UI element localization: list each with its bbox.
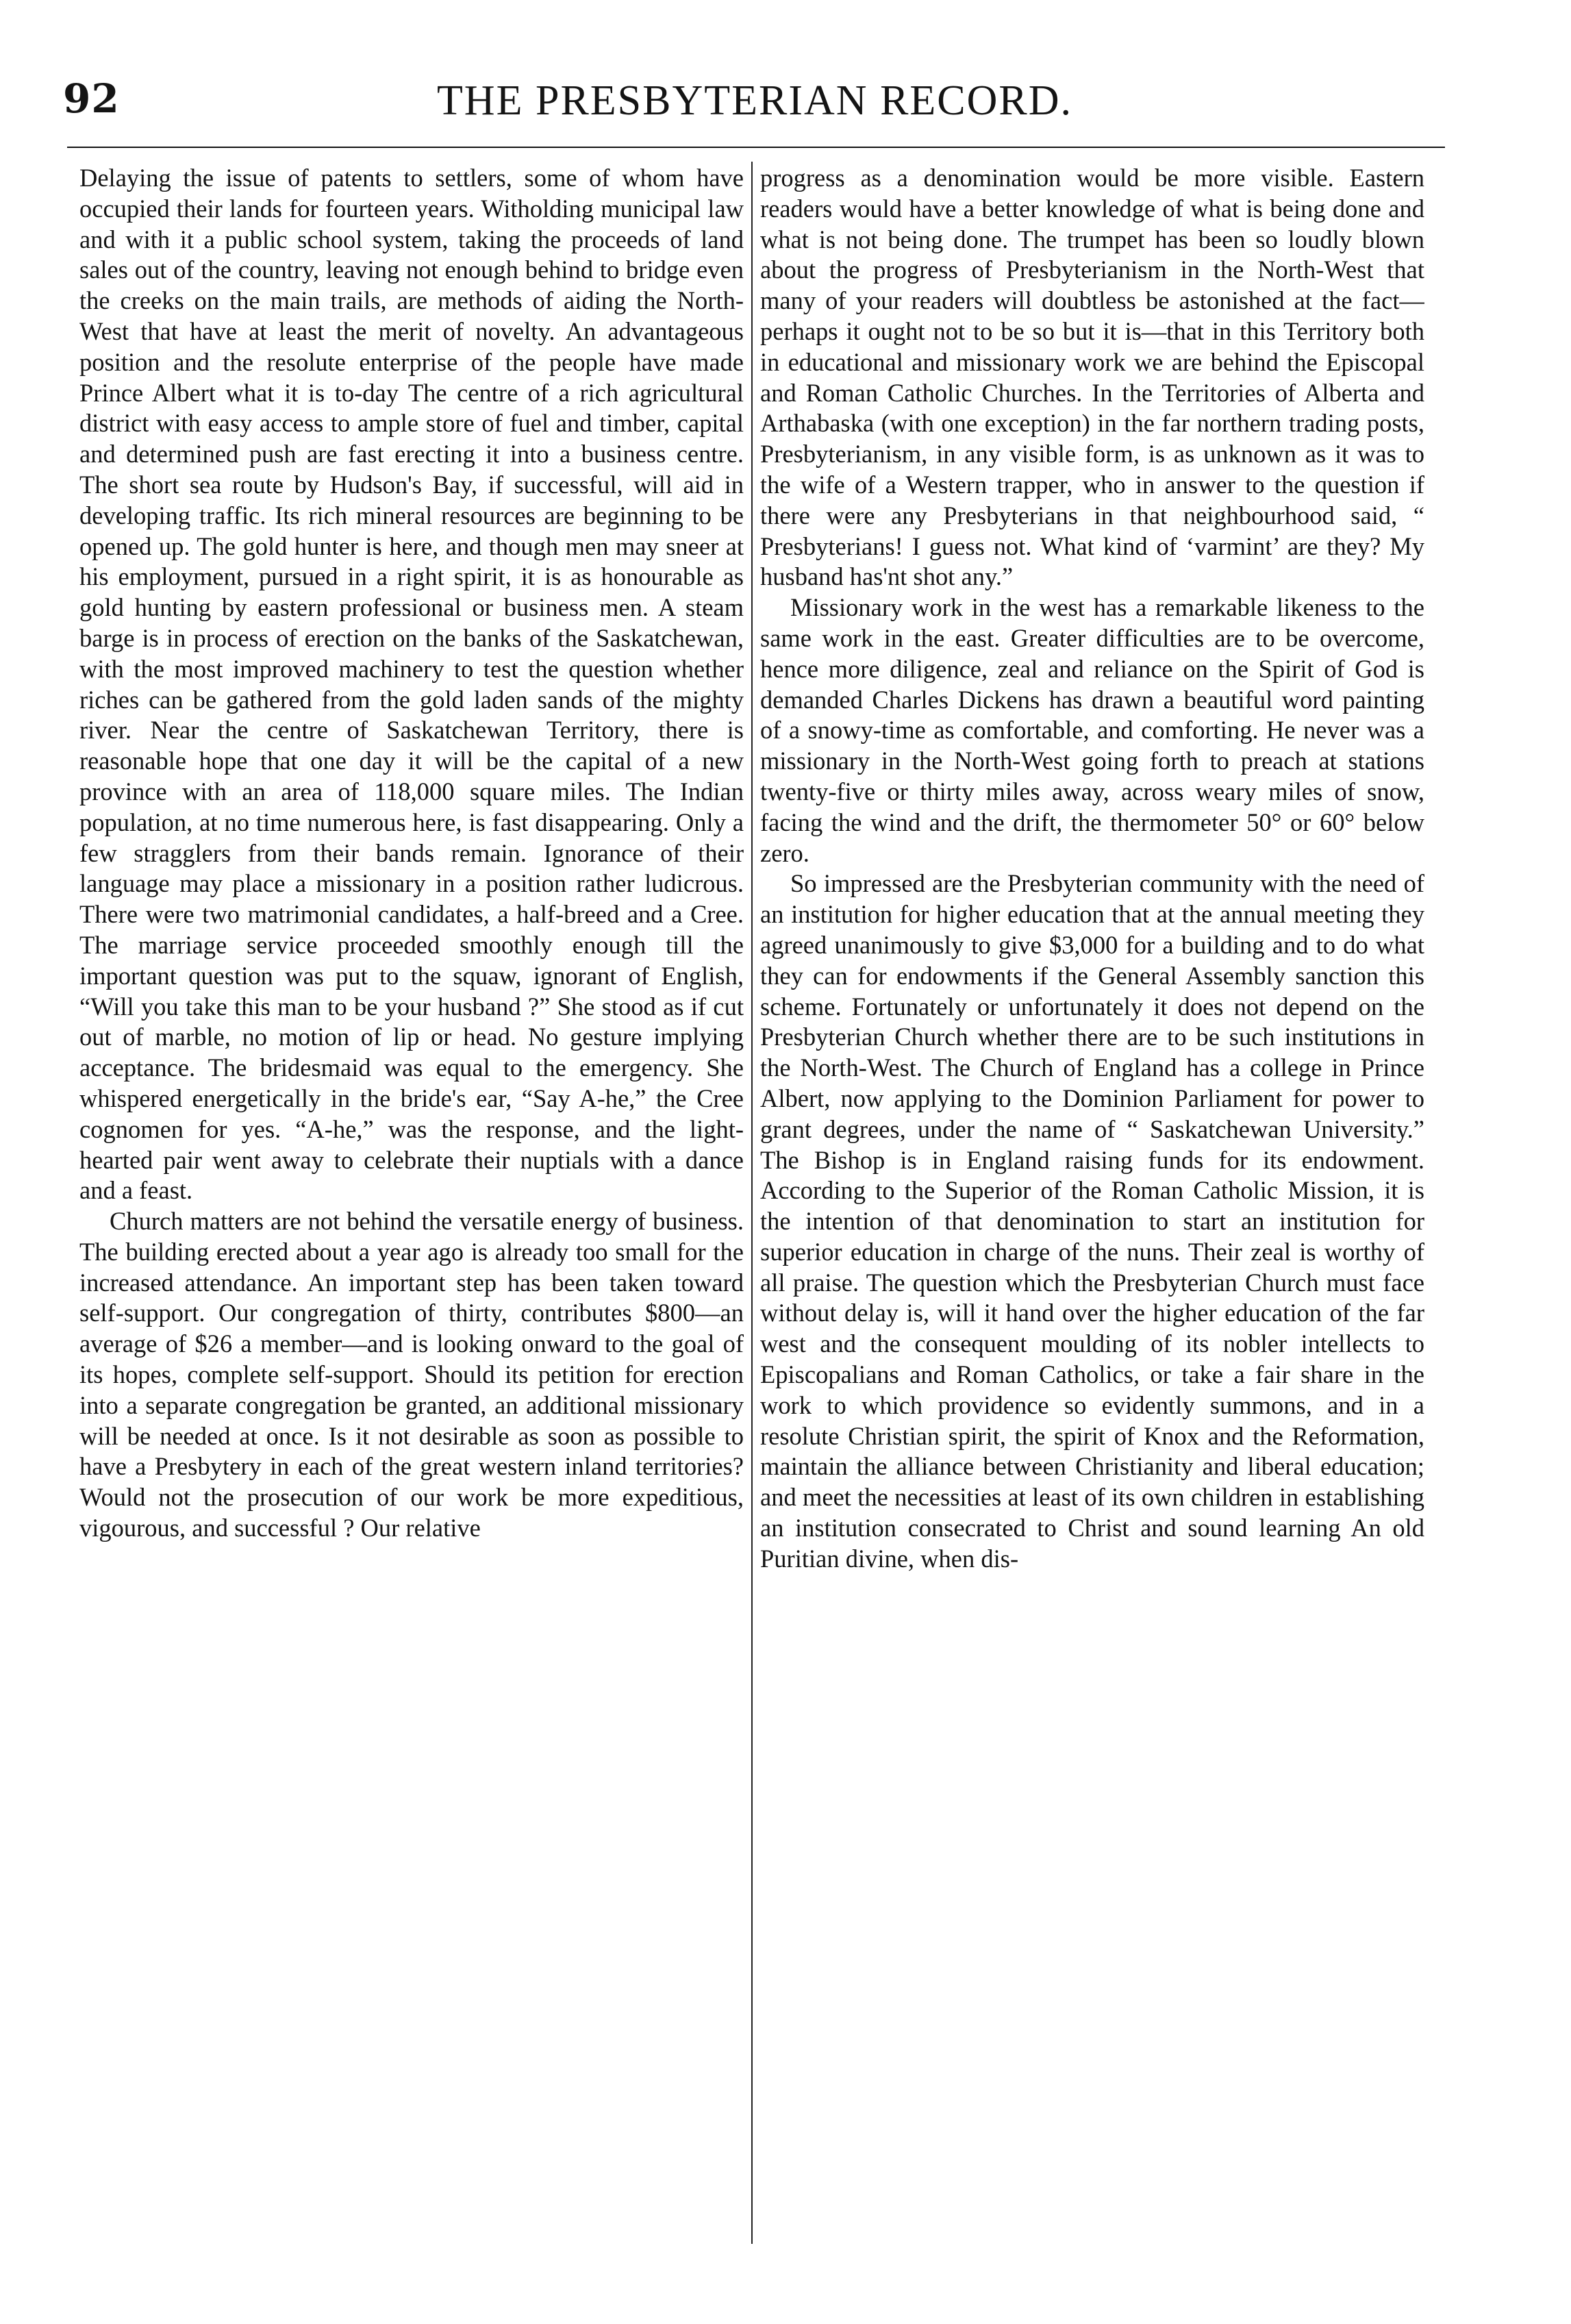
page-number: 92 bbox=[63, 75, 120, 122]
page-header bbox=[63, 68, 1446, 134]
left-paragraph-2: Church matters are not behind the versatile energy of business. The building erected about a year ago is already too small for the increased attendance. An important step has been taken toward self-support. Our congregation of thirty, contributes $800—an average of $26 a member—and is looking onward to the goal of its hopes, complete self-support. Should its petition for erection into a separate congregation be granted, an additional missionary will be needed at once. Is it not desirable as soon as possible to have a Presbytery in each of the great western inland territories? Would not the prosecution of our work be more expeditious, vigourous, and successful ? Our relative bbox=[79, 1207, 744, 1542]
column-divider bbox=[751, 162, 753, 2244]
publication-title: THE PRESBYTERIAN RECORD. bbox=[436, 77, 1073, 124]
right-column bbox=[760, 163, 1424, 2245]
left-column bbox=[79, 163, 744, 2245]
right-paragraph-2: Missionary work in the west has a remarkable likeness to the same work in the east. Greater difficulties are to be overcome, hence more diligence, zeal and reliance on the Spirit of God is demanded Charles Dickens has drawn a beautiful word painting of a snowy-time as comfortable, and comforting. He never was a missionary in the North-West going forth to preach at stations twenty-five or thirty miles away, across weary miles of snow, facing the wind and the drift, the thermometer 50° or 60° below zero. bbox=[760, 593, 1424, 867]
right-paragraph-1: progress as a denomination would be more visible. Eastern readers would have a better knowledge of what is being done and what is not being done. The trumpet has been so loudly blown about the progress of Presbyterianism in the North-West that many of your readers will doubtless be astonished at the fact—perhaps it ought not to be so but it is—that in this Territory both in educational and missionary work we are behind the Episcopal and Roman Catholic Churches. In the Territories of Alberta and Arthabaska (with one exception) in the far northern trading posts, Presbyterianism, in any visible form, is as unknown as it was to the wife of a Western trapper, who in answer to the question if there were any Presbyterians in that neighbourhood said, “ Presbyterians! I guess not. What kind of ‘varmint’ are they? My husband has'nt shot any.” bbox=[760, 164, 1424, 591]
header-rule bbox=[67, 147, 1445, 148]
right-paragraph-3: So impressed are the Presbyterian community with the need of an institution for higher education that at the annual meeting they agreed unanimously to give $3,000 for a building and to do what they can for endowments if the General Assembly sanction this scheme. Fortunately or unfortunately it does not depend on the Presbyterian Church whether there are to be such institutions in the North-West. The Church of England has a college in Prince Albert, now applying to the Dominion Parliament for power to grant degrees, under the name of “ Saskatchewan University.” The Bishop is in England raising funds for its endowment. According to the Superior of the Roman Catholic Mission, it is the intention of that denomination to start an institution for superior education in charge of the nuns. Their zeal is worthy of all praise. The question which the Presbyterian Church must face without delay is, will it hand over the higher education of the far west and the consequent moulding of its nobler intellects to Episcopalians and Roman Catholics, or take a fair share in the work to which providence so evidently summons, and in a resolute Christian spirit, the spirit of Knox and the Reformation, maintain the alliance between Christianity and liberal education; and meet the necessities at least of its own children in establishing an institution consecrated to Christ and sound learning An old Puritian divine, when dis- bbox=[760, 869, 1424, 1573]
left-paragraph-1: Delaying the issue of patents to settlers, some of whom have occupied their lands for fourteen years. Witholding municipal law and with it a public school system, taking the proceeds of land sales out of the country, leaving not enough behind to bridge even the creeks on the main trails, are methods of aiding the North-West that have at least the merit of novelty. An advantageous position and the resolute enterprise of the people have made Prince Albert what it is to-day The centre of a rich agricultural district with easy access to ample store of fuel and timber, capital and determined push are fast erecting it into a business centre. The short sea route by Hudson's Bay, if successful, will aid in developing traffic. Its rich mineral resources are beginning to be opened up. The gold hunter is here, and though men may sneer at his employment, pursued in a right spirit, it is as honourable as gold hunting by eastern professional or business men. A steam barge is in process of erection on the banks of the Saskatchewan, with the most improved machinery to test the question whether riches can be gathered from the gold laden sands of the mighty river. Near the centre of Saskatchewan Territory, there is reasonable hope that one day it will be the capital of a new province with an area of 118,000 square miles. The Indian population, at no time numerous here, is fast disappearing. Only a few stragglers from their bands remain. Ignorance of their language may place a missionary in a position rather ludicrous. There were two matrimonial candidates, a half-breed and a Cree. The marriage service proceeded smoothly enough till the important question was put to the squaw, ignorant of English, “Will you take this man to be your husband ?” She stood as if cut out of marble, no motion of lip or head. No gesture implying acceptance. The bridesmaid was equal to the emergency. She whispered energetically in the bride's ear, “Say A-he,” the Cree cognomen for yes. “A-he,” was the response, and the light-hearted pair went away to celebrate their nuptials with a dance and a feast. bbox=[79, 164, 744, 1205]
